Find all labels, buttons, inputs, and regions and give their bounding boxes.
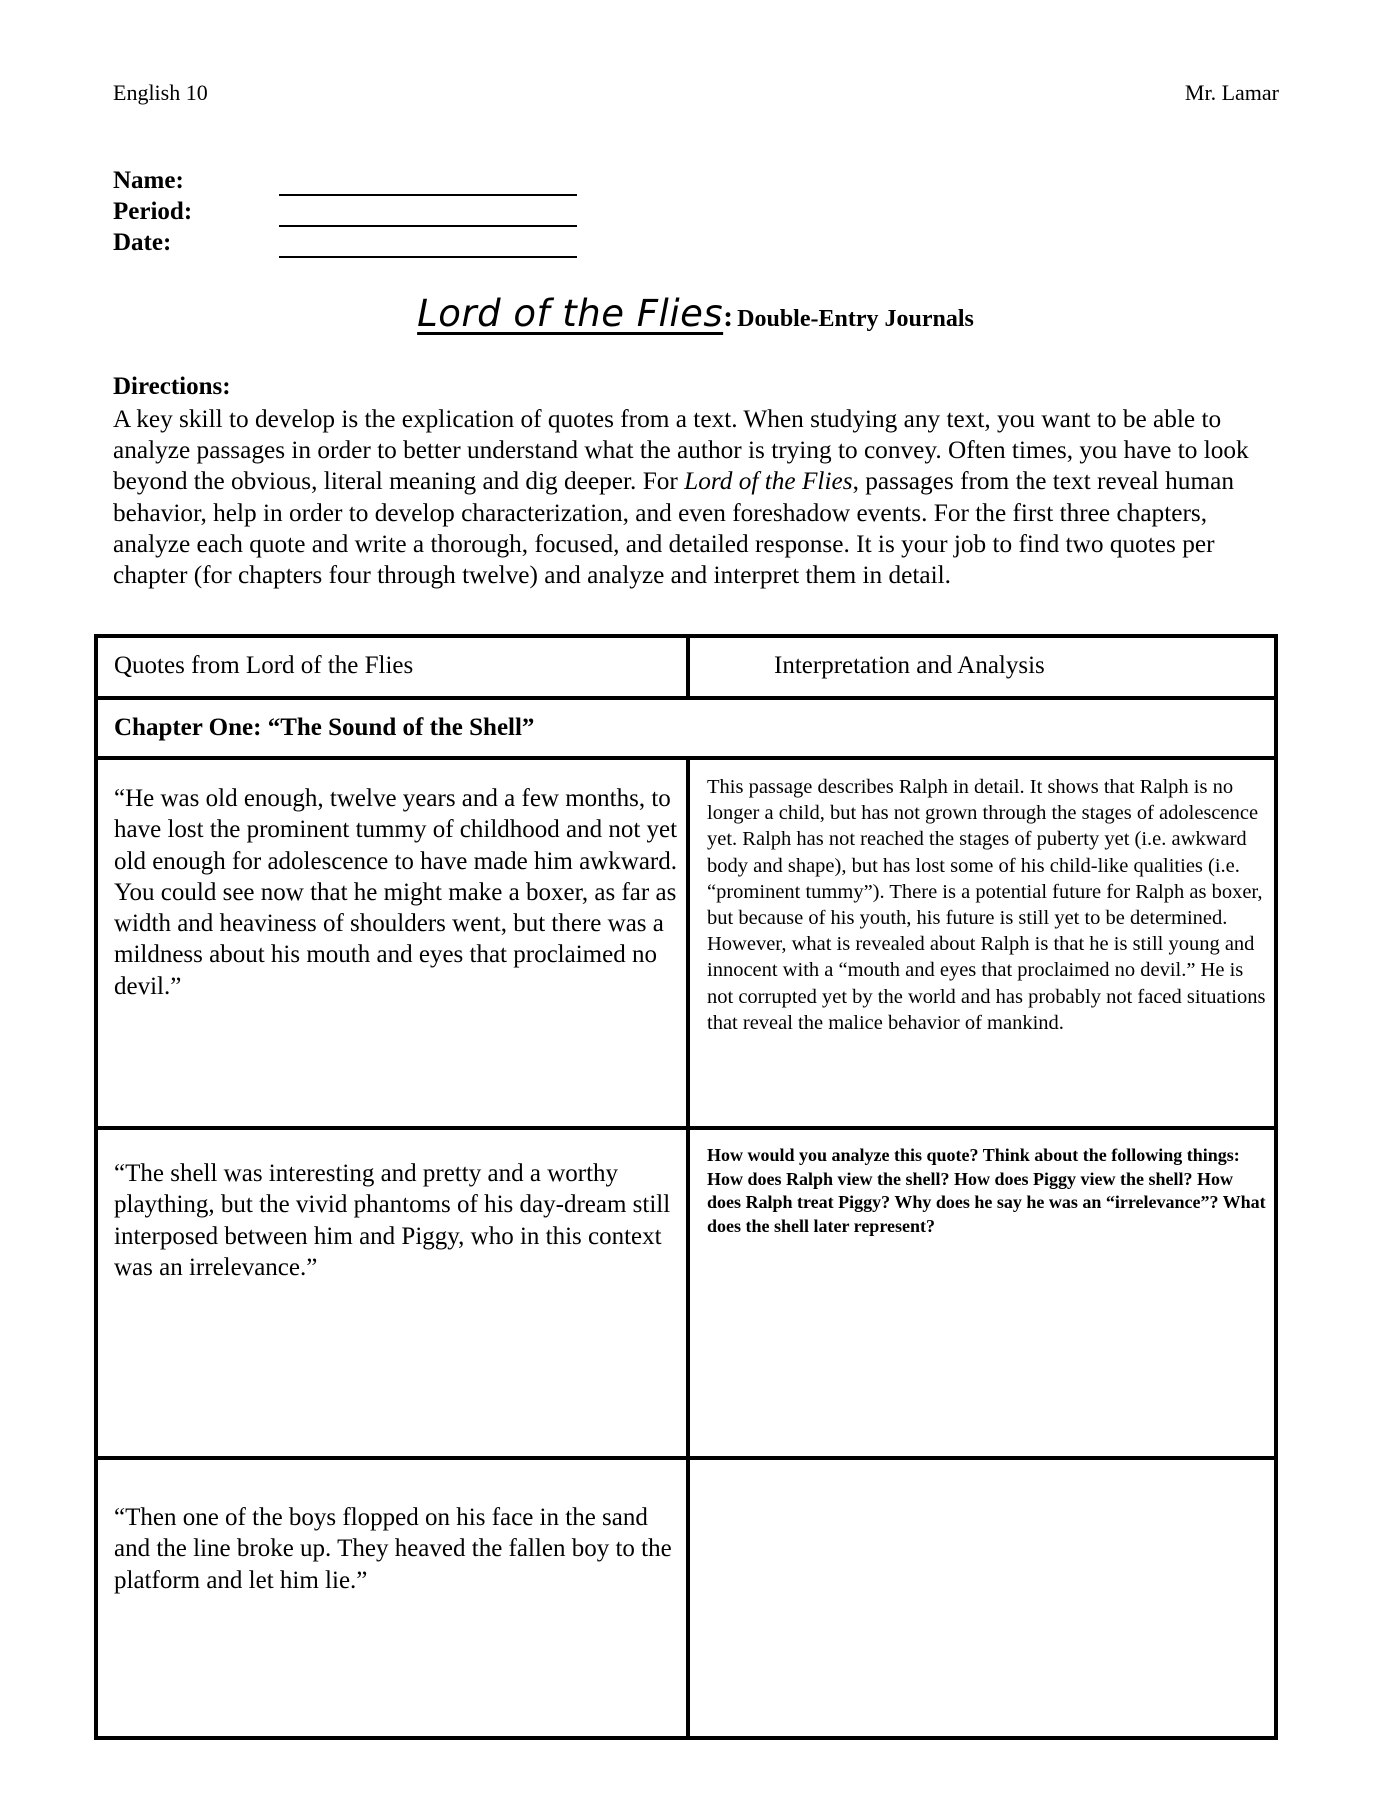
column-header-analysis: Interpretation and Analysis: [774, 652, 1045, 679]
title-colon: :: [723, 300, 734, 333]
column-divider: [686, 758, 690, 1738]
name-field: [113, 165, 577, 196]
quote-2: “The shell was interesting and pretty and a worthy plaything, but the vivid phantoms of his day-dream still interposed between him and Piggy, who in this context was an irrelevance.”: [114, 1160, 671, 1281]
page-title: [0, 292, 1391, 335]
column-header-quotes: Quotes from Lord of the Flies: [114, 652, 414, 679]
student-info-fields: [113, 165, 577, 258]
directions-book-title: Lord of the Flies: [684, 467, 853, 496]
period-field: [113, 196, 577, 227]
name-label: Name:: [113, 167, 184, 194]
period-blank[interactable]: [279, 201, 577, 227]
directions-heading: Directions:: [113, 373, 231, 400]
quote-1: “He was old enough, twelve years and a few months, to have lost the prominent tummy of childhood and not yet old enough for adolescence to have made him awkward. You could see now that he might make a boxer, as far as width and heaviness of shoulders went, but there was a mildness about his mouth and eyes that proclaimed no devil.”: [114, 785, 678, 1000]
title-subtitle: Double-Entry Journals: [737, 306, 974, 332]
analysis-1: This passage describes Ralph in detail. It shows that Ralph is no longer a child, but has not grown through the stages of adolescence yet. Ralph has not reached the stages of puberty yet (i.e. awkward body and shape), but has lost some of his child-like qualities (i.e. “prominent tummy”). There is a potential future for Ralph as boxer, but because of his youth, his future is still yet to be determined. However, what is revealed about Ralph is that he is still young and innocent with a “mouth and eyes that proclaimed no devil.” He is not corrupted yet by the world and has probably not faced situations that reveal the malice behavior of mankind.: [707, 776, 1266, 1034]
journal-table: [94, 634, 1278, 1740]
directions-text: [113, 404, 1283, 591]
course-name: English 10: [113, 80, 208, 105]
directions-part-1: A key skill to develop is the explication of quotes from a text. When studying any text, you want to be able to analyze passages in order to better understand what the author is trying to convey. Often times, you have to look beyond the obvious, literal meaning and dig deeper. For: [113, 405, 1249, 496]
teacher-name: Mr. Lamar: [1184, 80, 1279, 105]
analysis-2-prompt: How would you analyze this quote? Think about the following things: How does Ralph view the shell? How does Piggy view the shell? How does Ralph treat Piggy? Why does he say he was an “irrelevance”? What does the shell later represent?: [707, 1145, 1266, 1236]
period-label: Period:: [113, 198, 193, 225]
chapter-heading: Chapter One: “The Sound of the Shell”: [114, 714, 535, 741]
analysis-3-blank[interactable]: [707, 1478, 1267, 1718]
name-blank[interactable]: [279, 170, 577, 196]
directions-part-2: , passages from the text reveal human behavior, help in order to develop characterization, and even foreshadow events. For the first three chapters, analyze each quote and write a thorough, focused, and detailed response. It is your job to find two quotes per chapter (for chapters four through twelve) and analyze and interpret them in detail.: [113, 467, 1235, 590]
date-blank[interactable]: [279, 232, 577, 258]
title-book: Lord of the Flies: [417, 292, 724, 335]
quote-3: “Then one of the boys flopped on his face in the sand and the line broke up. They heaved the fallen boy to the platform and let him lie.”: [114, 1504, 672, 1594]
column-divider: [686, 638, 690, 698]
date-field: [113, 227, 577, 258]
date-label: Date:: [113, 229, 172, 256]
